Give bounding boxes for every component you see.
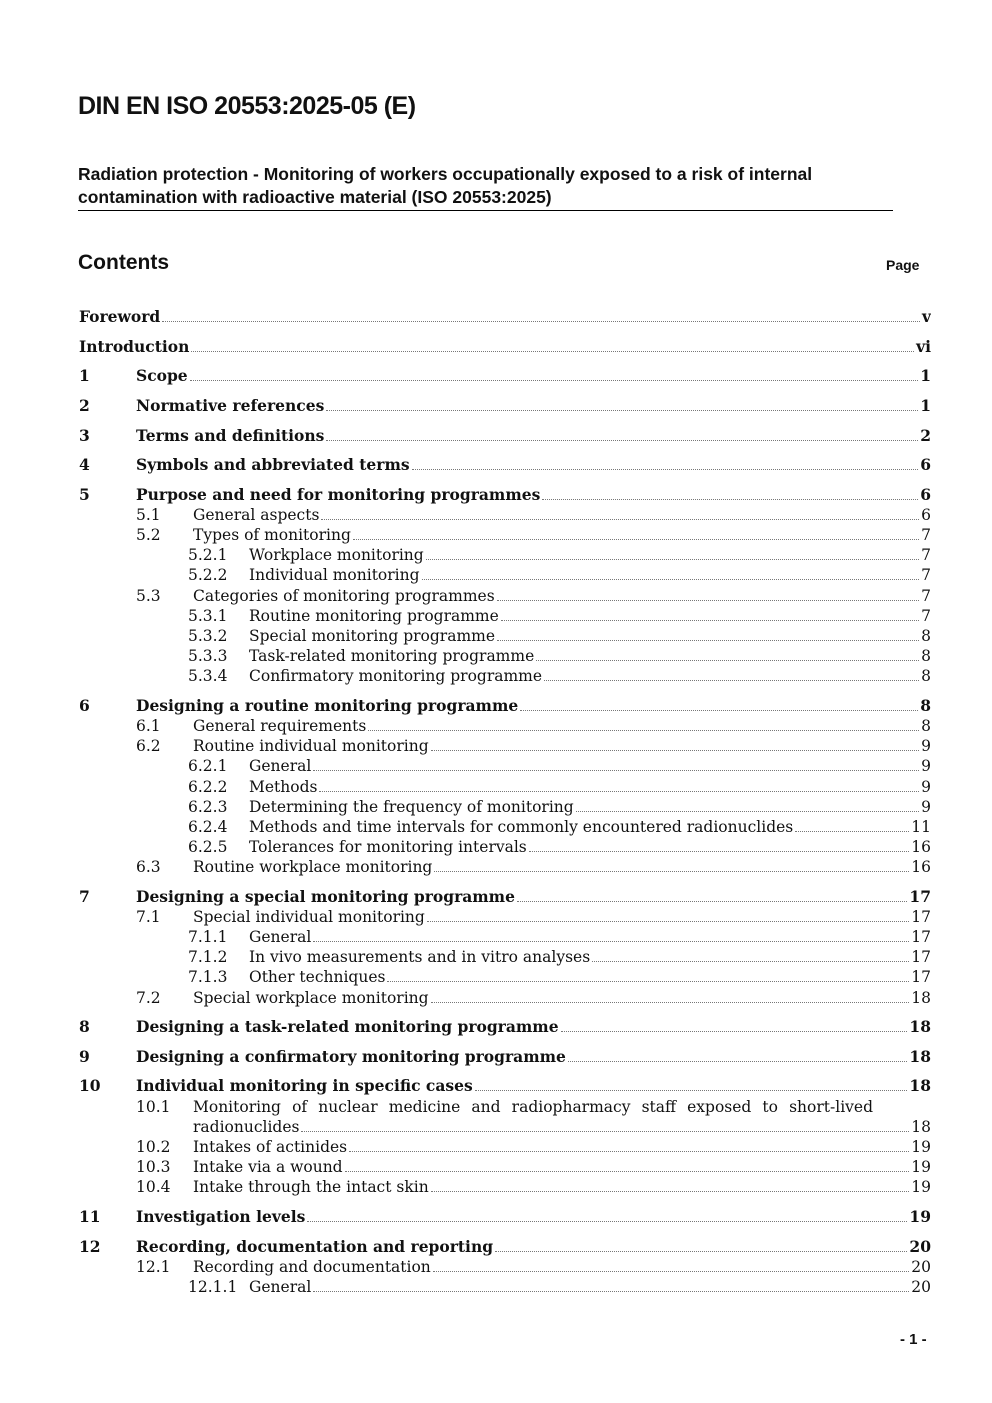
contents-heading: Contents xyxy=(78,251,169,274)
toc-entry-number: 6.2.3 xyxy=(188,798,228,816)
toc-entry-number: 6.2.5 xyxy=(188,838,228,856)
toc-entry-3[interactable] xyxy=(79,426,931,446)
toc-entry-page: 18 xyxy=(911,1118,931,1136)
toc-entry-page: 18 xyxy=(909,1047,931,1066)
toc-entry-label: Routine workplace monitoring xyxy=(193,858,433,876)
toc-entry-number: 10.4 xyxy=(136,1178,171,1196)
toc-entry-7[interactable] xyxy=(79,887,931,907)
toc-entry-10-2[interactable] xyxy=(136,1137,931,1157)
toc-entry-label: Special individual monitoring xyxy=(193,908,425,926)
toc-entry-label: Determining the frequency of monitoring xyxy=(249,798,574,816)
document-title: Radiation protection - Monitoring of workers occupationally exposed to a risk of internal contamination with radioactive material (ISO 20553:2025) xyxy=(78,163,893,211)
toc-entry-page: 6 xyxy=(920,485,931,504)
toc-entry-12[interactable] xyxy=(79,1237,931,1257)
toc-entry-number: 6.1 xyxy=(136,717,161,735)
toc-entry-5-1[interactable] xyxy=(136,505,931,525)
toc-entry-label: Individual monitoring xyxy=(249,566,420,584)
toc-entry-page: vi xyxy=(916,337,931,356)
toc-entry-number: 7.1 xyxy=(136,908,161,926)
toc-entry-5-2[interactable] xyxy=(136,525,931,545)
toc-entry-page: 17 xyxy=(909,887,931,906)
toc-entry-number: 4 xyxy=(79,455,90,474)
toc-entry-label: Designing a special monitoring programme xyxy=(136,887,515,906)
toc-entry-6-1[interactable] xyxy=(136,716,931,736)
toc-entry-label: General xyxy=(249,1278,312,1296)
toc-entry-page: 19 xyxy=(911,1138,931,1156)
toc-entry-page: 7 xyxy=(921,587,931,605)
toc-entry-page: 17 xyxy=(911,928,931,946)
toc-entry-number: 10.2 xyxy=(136,1138,171,1156)
toc-entry-7-2[interactable] xyxy=(136,988,931,1008)
toc-entry-label: Intakes of actinides xyxy=(193,1138,348,1156)
toc-entry-page: 18 xyxy=(909,1076,931,1095)
toc-entry-page: 20 xyxy=(911,1278,931,1296)
toc-entry-label: Intake via a wound xyxy=(193,1158,343,1176)
toc-entry-6[interactable] xyxy=(79,696,931,716)
toc-entry-5-3-2[interactable] xyxy=(188,626,931,646)
toc-entry-number: 5.2 xyxy=(136,526,161,544)
toc-entry-number: 5 xyxy=(79,485,90,504)
toc-entry-page: 6 xyxy=(920,455,931,474)
toc-entry-label: Workplace monitoring xyxy=(249,546,424,564)
toc-entry-label: General aspects xyxy=(193,506,320,524)
toc-entry-page: 19 xyxy=(911,1178,931,1196)
toc-entry-6-2[interactable] xyxy=(136,736,931,756)
toc-entry-page: 20 xyxy=(909,1237,931,1256)
toc-entry-page: 6 xyxy=(921,506,931,524)
toc-entry-6-2-3[interactable] xyxy=(188,797,931,817)
toc-entry-page: 19 xyxy=(909,1207,931,1226)
toc-entry-label-line1: Monitoring of nuclear medicine and radiopharmacy staff exposed to short-lived xyxy=(193,1098,873,1116)
toc-entry-label: General requirements xyxy=(193,717,367,735)
toc-entry-page: 9 xyxy=(921,737,931,755)
toc-entry-page: 18 xyxy=(911,989,931,1007)
toc-entry-number: 10 xyxy=(79,1076,101,1095)
toc-entry-page: 17 xyxy=(911,968,931,986)
toc-entry-5[interactable] xyxy=(79,485,931,505)
toc-entry-9[interactable] xyxy=(79,1047,931,1067)
toc-entry-page: 2 xyxy=(920,426,931,445)
toc-entry-label: Designing a routine monitoring programme xyxy=(136,696,519,715)
toc-entry-number: 7.2 xyxy=(136,989,161,1007)
toc-entry-introduction[interactable] xyxy=(79,337,931,357)
toc-entry-12-1-1[interactable] xyxy=(188,1277,931,1297)
toc-entry-label: General xyxy=(249,928,312,946)
toc-entry-number: 7.1.1 xyxy=(188,928,228,946)
toc-entry-page: 8 xyxy=(921,667,931,685)
toc-entry-6-2-1[interactable] xyxy=(188,756,931,776)
toc-entry-label: Types of monitoring xyxy=(193,526,351,544)
toc-entry-number: 5.3.3 xyxy=(188,647,228,665)
toc-entry-5-2-2[interactable] xyxy=(188,565,931,585)
toc-entry-10[interactable] xyxy=(79,1076,931,1096)
toc-entry-page: 19 xyxy=(911,1158,931,1176)
toc-entry-label: Purpose and need for monitoring programmes xyxy=(136,485,541,504)
toc-entry-number: 5.2.2 xyxy=(188,566,228,584)
toc-entry-number: 6.2.4 xyxy=(188,818,228,836)
toc-entry-6-2-4[interactable] xyxy=(188,817,931,837)
toc-entry-label: Recording, documentation and reporting xyxy=(136,1237,494,1256)
toc-entry-label: Foreword xyxy=(79,307,161,326)
toc-entry-number: 6.2.2 xyxy=(188,778,228,796)
toc-entry-5-2-1[interactable] xyxy=(188,545,931,565)
toc-entry-page: 7 xyxy=(921,546,931,564)
toc-entry-6-2-5[interactable] xyxy=(188,837,931,857)
toc-entry-number: 12.1.1 xyxy=(188,1278,238,1296)
toc-entry-label: Task-related monitoring programme xyxy=(249,647,535,665)
toc-entry-label: In vivo measurements and in vitro analyses xyxy=(249,948,591,966)
toc-entry-number: 6.2 xyxy=(136,737,161,755)
toc-entry-label: Symbols and abbreviated terms xyxy=(136,455,410,474)
toc-entry-label: Tolerances for monitoring intervals xyxy=(249,838,527,856)
toc-entry-number: 6 xyxy=(79,696,90,715)
toc-entry-number: 5.3.1 xyxy=(188,607,228,625)
toc-entry-5-3-4[interactable] xyxy=(188,666,931,686)
toc-entry-10-1[interactable] xyxy=(136,1097,931,1137)
toc-entry-8[interactable] xyxy=(79,1017,931,1037)
toc-entry-number: 5.2.1 xyxy=(188,546,228,564)
toc-entry-label: General xyxy=(249,757,312,775)
toc-entry-label: Normative references xyxy=(136,396,325,415)
page-column-heading: Page xyxy=(886,257,920,273)
toc-entry-page: 18 xyxy=(909,1017,931,1036)
toc-entry-label: Terms and definitions xyxy=(136,426,325,445)
toc-entry-page: 9 xyxy=(921,778,931,796)
toc-entry-number: 5.1 xyxy=(136,506,161,524)
toc-entry-page: v xyxy=(921,307,931,326)
toc-entry-label-line2: radionuclides xyxy=(193,1118,300,1136)
toc-entry-number: 11 xyxy=(79,1207,101,1226)
toc-entry-label: Scope xyxy=(136,366,188,385)
toc-entry-number: 7.1.2 xyxy=(188,948,228,966)
page-number: - 1 - xyxy=(900,1331,927,1348)
toc-entry-label: Recording and documentation xyxy=(193,1258,431,1276)
toc-entry-page: 8 xyxy=(921,627,931,645)
toc-entry-number: 7 xyxy=(79,887,90,906)
toc-entry-10-4[interactable] xyxy=(136,1177,931,1197)
toc-entry-11[interactable] xyxy=(79,1207,931,1227)
toc-entry-number: 10.1 xyxy=(136,1098,171,1116)
toc-entry-page: 17 xyxy=(911,948,931,966)
toc-entry-label: Investigation levels xyxy=(136,1207,306,1226)
toc-entry-6-3[interactable] xyxy=(136,857,931,877)
toc-entry-7-1-3[interactable] xyxy=(188,967,931,987)
toc-entry-label: Designing a confirmatory monitoring programme xyxy=(136,1047,566,1066)
toc-entry-7-1-1[interactable] xyxy=(188,927,931,947)
toc-entry-label: Routine monitoring programme xyxy=(249,607,499,625)
toc-entry-page: 8 xyxy=(921,647,931,665)
toc-entry-number: 6.3 xyxy=(136,858,161,876)
toc-entry-2[interactable] xyxy=(79,396,931,416)
toc-entry-number: 5.3.4 xyxy=(188,667,228,685)
toc-entry-page: 17 xyxy=(911,908,931,926)
toc-entry-label: Routine individual monitoring xyxy=(193,737,429,755)
toc-entry-page: 1 xyxy=(920,396,931,415)
toc-entry-page: 7 xyxy=(921,526,931,544)
toc-entry-page: 7 xyxy=(921,566,931,584)
toc-entry-number: 6.2.1 xyxy=(188,757,228,775)
toc-entry-number: 12.1 xyxy=(136,1258,171,1276)
toc-entry-label: Intake through the intact skin xyxy=(193,1178,429,1196)
toc-entry-number: 2 xyxy=(79,396,90,415)
toc-entry-1[interactable] xyxy=(79,366,931,386)
toc-entry-number: 5.3 xyxy=(136,587,161,605)
toc-entry-label: Introduction xyxy=(79,337,190,356)
toc-entry-foreword[interactable] xyxy=(79,307,931,327)
toc-entry-label: Designing a task-related monitoring programme xyxy=(136,1017,559,1036)
toc-entry-label: Categories of monitoring programmes xyxy=(193,587,495,605)
toc-entry-5-3-1[interactable] xyxy=(188,606,931,626)
toc-entry-page: 8 xyxy=(920,696,931,715)
toc-entry-number: 10.3 xyxy=(136,1158,171,1176)
toc-entry-number: 3 xyxy=(79,426,90,445)
toc-entry-7-1-2[interactable] xyxy=(188,947,931,967)
toc-entry-page: 9 xyxy=(921,798,931,816)
toc-entry-7-1[interactable] xyxy=(136,907,931,927)
toc-entry-number: 1 xyxy=(79,366,90,385)
toc-entry-number: 12 xyxy=(79,1237,101,1256)
toc-entry-label: Other techniques xyxy=(249,968,386,986)
toc-entry-page: 7 xyxy=(921,607,931,625)
toc-entry-number: 9 xyxy=(79,1047,90,1066)
toc-entry-number: 7.1.3 xyxy=(188,968,228,986)
toc-entry-6-2-2[interactable] xyxy=(188,777,931,797)
toc-entry-page: 9 xyxy=(921,757,931,775)
document-id: DIN EN ISO 20553:2025-05 (E) xyxy=(78,92,416,120)
toc-entry-4[interactable] xyxy=(79,455,931,475)
toc-entry-label: Special workplace monitoring xyxy=(193,989,429,1007)
toc-entry-page: 16 xyxy=(911,838,931,856)
toc-entry-10-3[interactable] xyxy=(136,1157,931,1177)
toc-entry-label: Individual monitoring in specific cases xyxy=(136,1076,473,1095)
toc-entry-page: 20 xyxy=(911,1258,931,1276)
toc-entry-page: 11 xyxy=(911,818,931,836)
toc-entry-page: 8 xyxy=(921,717,931,735)
toc-entry-label: Confirmatory monitoring programme xyxy=(249,667,543,685)
toc-entry-page: 1 xyxy=(920,366,931,385)
toc-entry-number: 5.3.2 xyxy=(188,627,228,645)
toc-entry-12-1[interactable] xyxy=(136,1257,931,1277)
toc-entry-label: Methods and time intervals for commonly encountered radionuclides xyxy=(249,818,794,836)
toc-entry-number: 8 xyxy=(79,1017,90,1036)
toc-entry-5-3[interactable] xyxy=(136,586,931,606)
toc-entry-page: 16 xyxy=(911,858,931,876)
toc-entry-5-3-3[interactable] xyxy=(188,646,931,666)
toc-entry-label: Methods xyxy=(249,778,318,796)
toc-entry-label: Special monitoring programme xyxy=(249,627,496,645)
